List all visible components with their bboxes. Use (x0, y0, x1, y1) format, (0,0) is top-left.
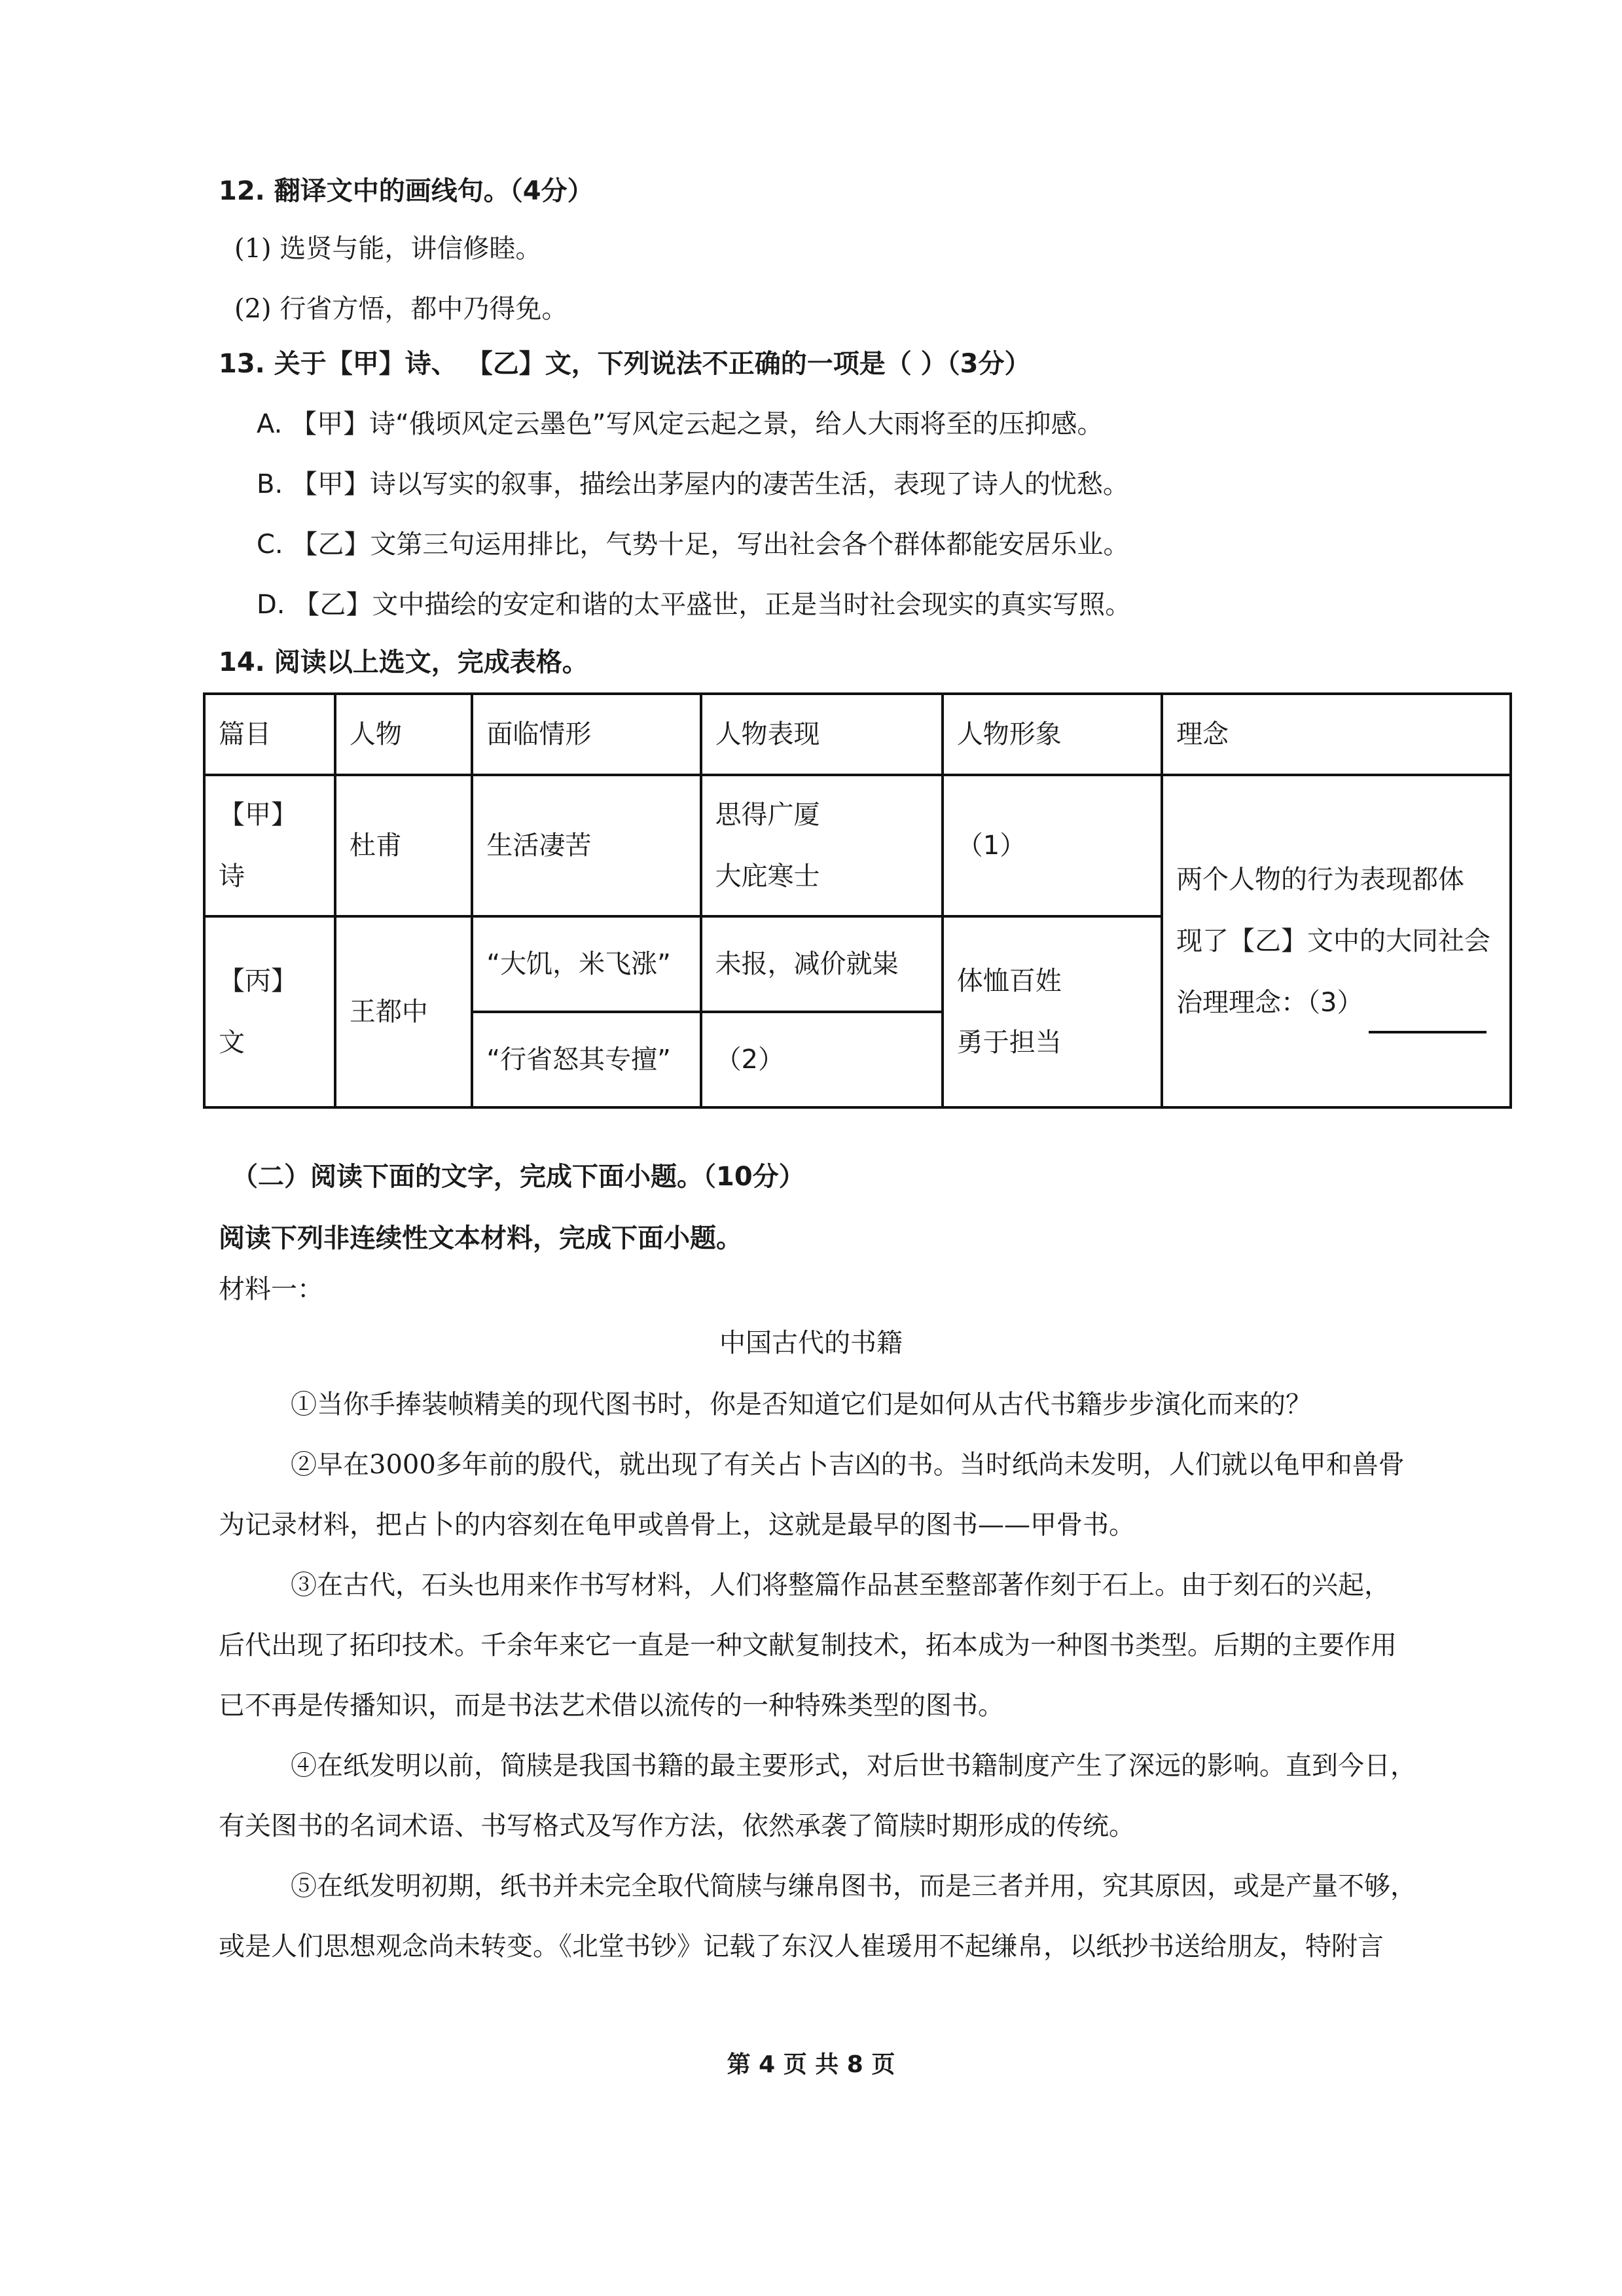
row2-piece: 【丙】文 (204, 916, 335, 1107)
idea-line3-text: 治理理念：（3） (1176, 988, 1363, 1018)
row2-image-line2: 勇于担当 (956, 1028, 1062, 1058)
section2-instruction: 阅读下列非连续性文本材料，完成下面小题。 (219, 1223, 742, 1253)
row2-situation-a: “大饥，米飞涨” (472, 916, 700, 1012)
q14-stem: 14. 阅读以上选文，完成表格。 (219, 647, 588, 677)
q13-option-d: D. 【乙】文中描绘的安定和谐的太平盛世，正是当时社会现实的真实写照。 (257, 590, 1132, 620)
row2-person: 王都中 (335, 916, 473, 1107)
q12-item-2: (2) 行省方悟，都中乃得免。 (234, 294, 568, 324)
article-line: 有关图书的名词术语、书写格式及写作方法，依然承袭了简牍时期形成的传统。 (219, 1811, 1135, 1841)
article-line: 或是人们思想观念尚未转变。《北堂书钞》记载了东汉人崔瑗用不起缣帛，以纸抄书送给朋友，特附言 (219, 1931, 1384, 1962)
q13-option-b: B. 【甲】诗以写实的叙事，描绘出茅屋内的凄苦生活，表现了诗人的忧愁。 (257, 469, 1129, 499)
row1-behavior (701, 775, 943, 916)
article-line: ④在纸发明以前，简牍是我国书籍的最主要形式，对后世书籍制度产生了深远的影响。直到今日， (291, 1751, 1416, 1781)
row2-image-line1: 体恤百姓 (956, 966, 1062, 996)
article-title: 中国古代的书籍 (719, 1328, 903, 1358)
q12-item-1: (1) 选贤与能，讲信修睦。 (234, 234, 542, 264)
page-footer: 第 4 页 共 8 页 (727, 2051, 895, 2078)
q13-stem: 13. 关于【甲】诗、 【乙】文，下列说法不正确的一项是（ ）（3分） (219, 349, 1031, 379)
material-label: 材料一： (219, 1274, 323, 1304)
row2-image (943, 916, 1162, 1107)
row2-behavior-b[interactable]: （2） (701, 1012, 943, 1107)
row1-behavior-line2: 大庇寒士 (715, 861, 820, 891)
header-situation: 面临情形 (472, 694, 700, 775)
article-line: 已不再是传播知识，而是书法艺术借以流传的一种特殊类型的图书。 (219, 1691, 1004, 1721)
row1-behavior-line1: 思得广厦 (715, 800, 820, 830)
row1-image[interactable]: （1） (943, 775, 1162, 916)
table-row (204, 775, 1511, 916)
q13-option-c: C. 【乙】文第三句运用排比，气势十足，写出社会各个群体都能安居乐业。 (257, 529, 1130, 560)
idea-line3 (1176, 972, 1496, 1033)
section2-heading: （二）阅读下面的文字，完成下面小题。（10分） (232, 1162, 805, 1192)
row2-behavior-a: 未报，减价就粜 (701, 916, 943, 1012)
header-behavior: 人物表现 (701, 694, 943, 775)
row1-person: 杜甫 (335, 775, 473, 916)
article-line: ⑤在纸发明初期，纸书并未完全取代简牍与缣帛图书，而是三者并用，究其原因，或是产量不够， (291, 1871, 1416, 1901)
article-line: ②早在3000多年前的殷代，就出现了有关占卜吉凶的书。当时纸尚未发明，人们就以龟甲和兽骨 (291, 1450, 1405, 1480)
article-line: ①当你手捧装帧精美的现代图书时，你是否知道它们是如何从古代书籍步步演化而来的？ (291, 1390, 1312, 1420)
header-person: 人物 (335, 694, 473, 775)
row1-piece: 【甲】诗 (204, 775, 335, 916)
answer-blank-3[interactable] (1369, 1005, 1487, 1033)
header-piece: 篇目 (204, 694, 335, 775)
article-line: ③在古代，石头也用来作书写材料，人们将整篇作品甚至整部著作刻于石上。由于刻石的兴起， (291, 1570, 1390, 1600)
row1-situation: 生活凄苦 (472, 775, 700, 916)
idea-line1: 两个人物的行为表现都体 (1176, 865, 1465, 895)
header-idea: 理念 (1162, 694, 1511, 775)
article-line: 后代出现了拓印技术。千余年来它一直是一种文献复制技术，拓本成为一种图书类型。后期的主要作用 (219, 1630, 1397, 1660)
article-line: 为记录材料，把占卜的内容刻在龟甲或兽骨上，这就是最早的图书——甲骨书。 (219, 1510, 1135, 1540)
table-header-row (204, 694, 1511, 775)
row2-situation-b: “行省怒其专擅” (472, 1012, 700, 1107)
q13-option-a: A. 【甲】诗“俄顷风定云墨色”写风定云起之景，给人大雨将至的压抑感。 (257, 409, 1104, 439)
q12-stem: 12. 翻译文中的画线句。（4分） (219, 176, 594, 206)
idea-line2: 现了【乙】文中的大同社会 (1176, 926, 1491, 956)
q14-table (203, 692, 1512, 1109)
header-image: 人物形象 (943, 694, 1162, 775)
idea-cell (1162, 775, 1511, 1107)
